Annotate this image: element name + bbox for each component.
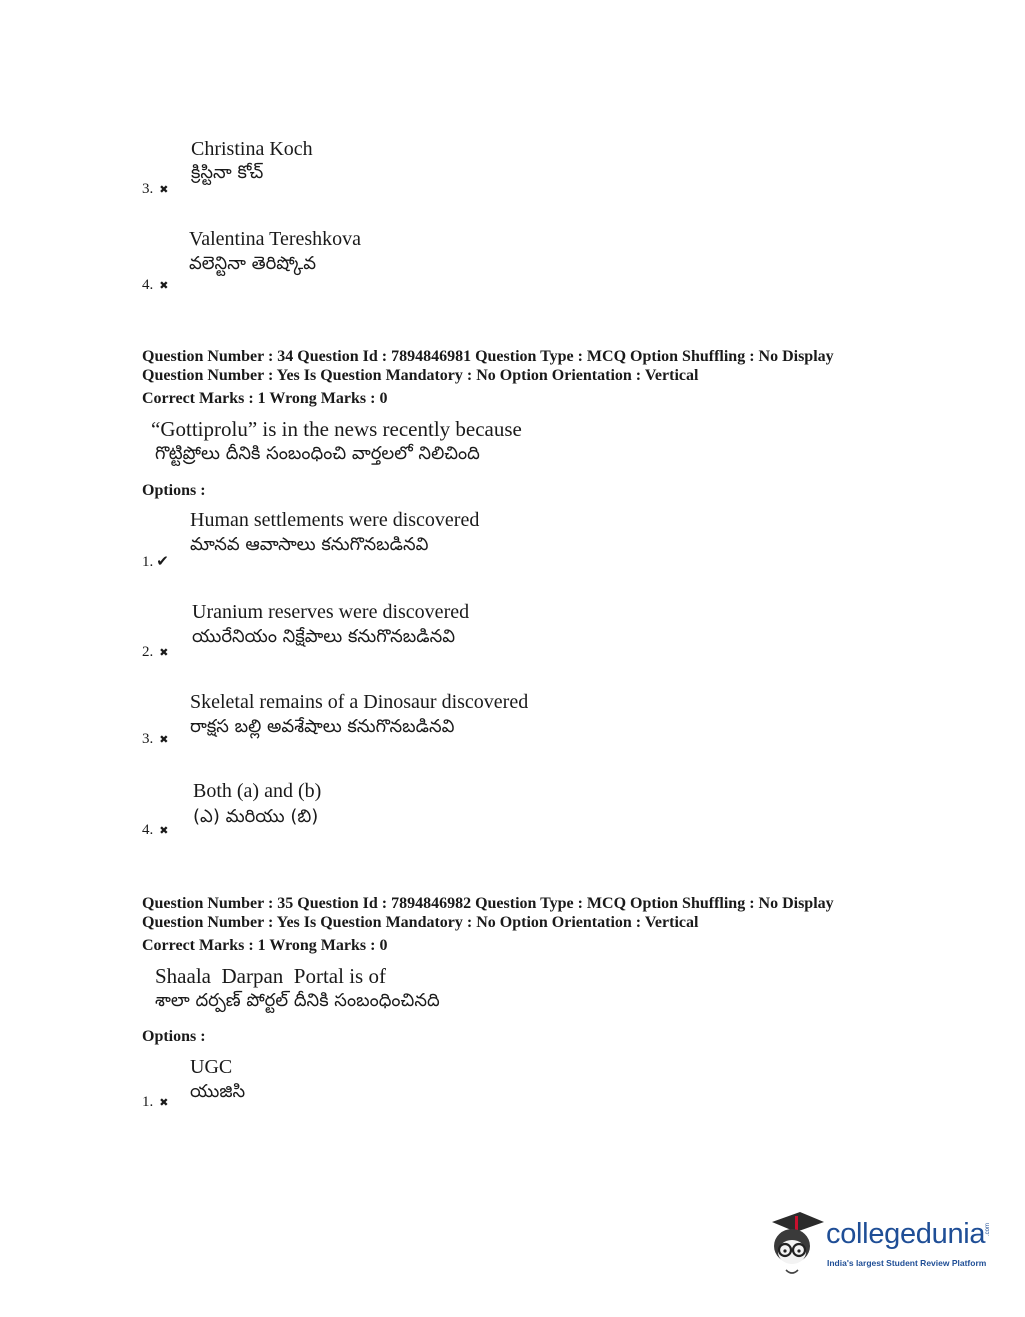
q34-option-4-telugu: (ఎ) మరియు (బి) [193,806,319,827]
q35-marks: Correct Marks : 1 Wrong Marks : 0 [142,937,388,954]
q35-options-label: Options : [142,1028,206,1045]
q34-option-1-marker [142,552,169,571]
option-number: 4. [142,822,154,838]
mascot-icon [766,1208,826,1284]
q34-option-1-telugu: మానవ ఆవాసాలు కనుగొనబడినవి [190,534,429,555]
option-3-telugu: క్రిస్టినా కోచ్ [191,162,264,183]
q35-question-telugu: శాలా దర్పణ్ పోర్టల్ దీనికి సంబంధించినది [155,990,440,1011]
option-number: 1. [142,1094,154,1110]
q34-meta-line1: Question Number : 34 Question Id : 7894846981 Question Type : MCQ Option Shuffling : No Display [142,348,834,365]
q34-question-telugu: గొట్టిప్రోలు దీనికి సంబంధించి వార్తలలో నిలిచింది [155,443,480,464]
logo-tld: .com [985,1222,991,1236]
q34-question-english: “Gottiprolu” is in the news recently because [151,417,522,441]
correct-check-icon: ✔ [156,554,169,570]
q34-option-4-english: Both (a) and (b) [193,780,322,802]
q35-meta-line2: Question Number : Yes Is Question Mandatory : No Option Orientation : Vertical [142,914,699,931]
q34-option-1-english: Human settlements were discovered [190,509,480,531]
q34-option-2-marker [142,644,168,661]
q34-meta-line2: Question Number : Yes Is Question Mandatory : No Option Orientation : Vertical [142,367,699,384]
q35-option-1-english: UGC [190,1056,233,1078]
option-number: 3. [142,731,154,747]
option-4-marker [142,277,168,294]
q35-question-english: Shaala Darpan Portal is of [155,964,386,988]
q35-option-1-marker [142,1094,168,1111]
option-number: 1. [142,554,154,570]
logo-wordmark: collegedunia [826,1218,986,1250]
q34-options-label: Options : [142,482,206,499]
q34-option-4-marker [142,822,168,839]
q34-option-2-english: Uranium reserves were discovered [192,601,470,623]
option-4-telugu: వలెన్టినా తెరిష్కోవ [189,253,316,274]
wrong-icon: ✖ [159,825,169,837]
option-3-marker [142,181,168,198]
collegedunia-logo [766,1208,996,1284]
option-3-english: Christina Koch [191,138,313,160]
wrong-icon: ✖ [159,1097,169,1109]
option-number: 2. [142,644,154,660]
option-number: 3. [142,181,154,197]
q34-option-3-marker [142,731,168,748]
wrong-icon: ✖ [159,647,169,659]
wrong-icon: ✖ [159,734,169,746]
q35-meta-line1: Question Number : 35 Question Id : 7894846982 Question Type : MCQ Option Shuffling : No Display [142,895,834,912]
q34-option-3-telugu: రాక్షస బల్లి అవశేషాలు కనుగొనబడినవి [190,716,455,737]
q35-option-1-telugu: యుజిసి [190,1081,246,1102]
q34-marks: Correct Marks : 1 Wrong Marks : 0 [142,390,388,407]
logo-tagline: India's largest Student Review Platform [827,1258,987,1268]
wrong-icon: ✖ [159,280,169,292]
option-4-english: Valentina Tereshkova [189,228,362,250]
wrong-icon: ✖ [159,184,169,196]
q34-option-3-english: Skeletal remains of a Dinosaur discovered [190,691,529,713]
q34-option-2-telugu: యురేనియం నిక్షేపాలు కనుగొనబడినవి [192,626,456,647]
option-number: 4. [142,277,154,293]
